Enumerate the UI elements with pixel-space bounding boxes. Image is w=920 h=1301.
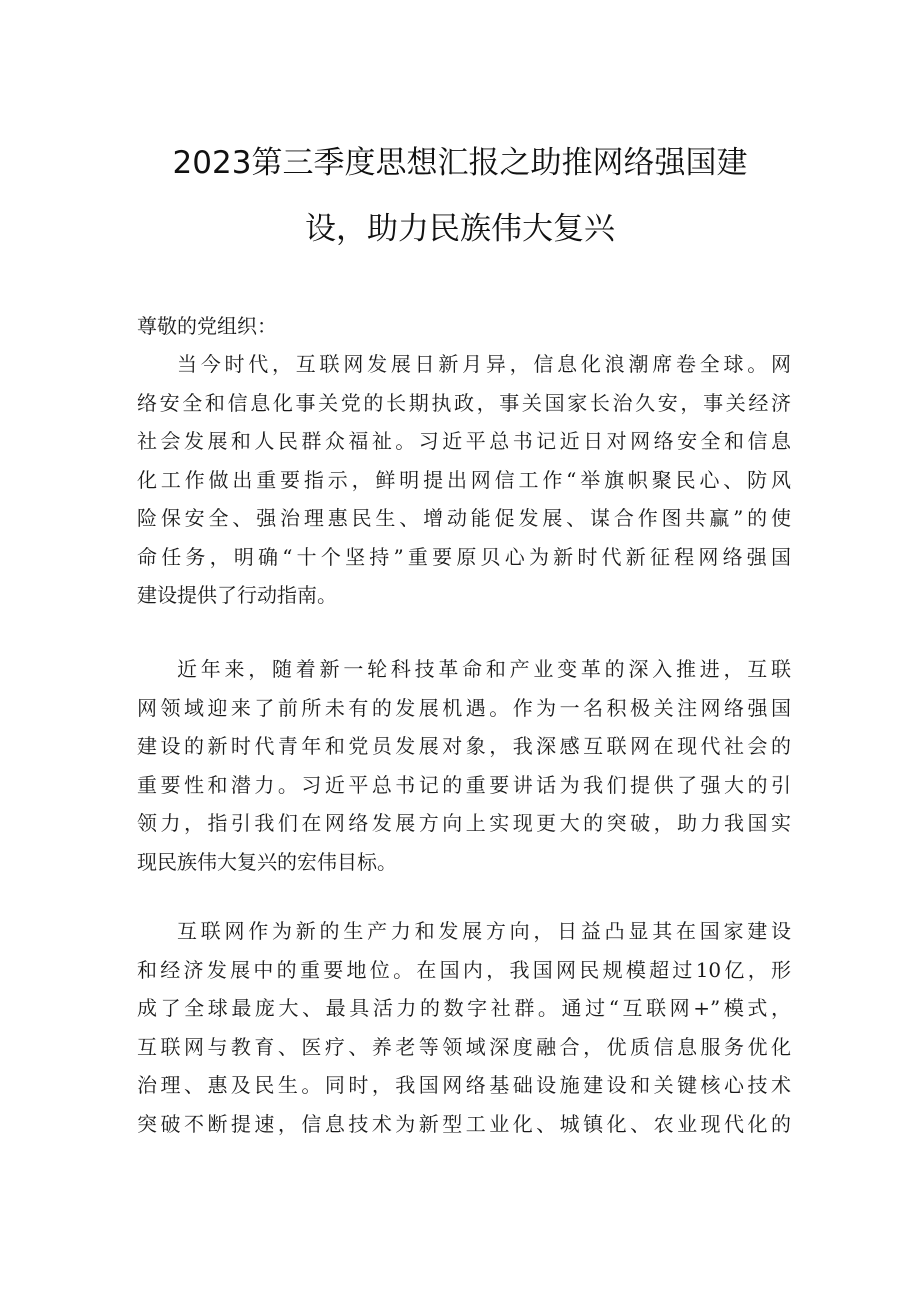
paragraph-1 — [137, 345, 791, 615]
paragraph-line: 网领域迎来了前所未有的发展机遇。作为一名积极关注网络强国 — [137, 695, 791, 720]
paragraph-line: 建设提供了行动指南。 — [137, 583, 337, 607]
paragraph-line: 络安全和信息化事关党的长期执政，事关国家长治久安，事关经济 — [137, 390, 791, 415]
salutation: 尊敬的党组织： — [137, 314, 277, 338]
paragraph-line: 当今时代，互联网发展日新月异，信息化浪潮席卷全球。网 — [177, 352, 791, 376]
paragraph-line: 现民族伟大复兴的宏伟目标。 — [137, 849, 397, 874]
paragraph-line: 化工作做出重要指示，鲜明提出网信工作“举旗帜聚民心、防风 — [137, 467, 791, 492]
paragraph-line: 互联网与教育、医疗、养老等领域深度融合，优质信息服务优化 — [137, 1034, 791, 1059]
paragraph-line: 险保安全、强治理惠民生、增动能促发展、谋合作图共赢”的使 — [137, 506, 791, 530]
paragraph-line: 突破不断提速，信息技术为新型工业化、城镇化、农业现代化的 — [137, 1111, 791, 1136]
paragraph-line: 互联网作为新的生产力和发展方向，日益凸显其在国家建设 — [177, 919, 791, 943]
document-title — [120, 130, 800, 262]
paragraph-2 — [137, 650, 791, 881]
paragraph-line: 建设的新时代青年和党员发展对象，我深感互联网在现代社会的 — [137, 734, 791, 758]
paragraph-line: 成了全球最庞大、最具活力的数字社群。通过“互联网+”模式， — [137, 996, 791, 1020]
title-line: 设，助力民族伟大复兴 — [305, 211, 615, 247]
paragraph-line: 重要性和潜力。习近平总书记的重要讲话为我们提供了强大的引 — [137, 772, 791, 797]
paragraph-line: 领力，指引我们在网络发展方向上实现更大的突破，助力我国实 — [137, 811, 791, 835]
paragraph-line: 命任务，明确“十个坚持”重要原贝心为新时代新征程网络强国 — [137, 544, 791, 569]
title-line: 2023第三季度思想汇报之助推网络强国建 — [172, 145, 748, 181]
paragraph-line: 治理、惠及民生。同时，我国网络基础设施建设和关键核心技术 — [137, 1073, 791, 1097]
paragraph-line: 社会发展和人民群众福祉。习近平总书记近日对网络安全和信息 — [137, 429, 791, 453]
paragraph-line: 近年来，随着新一轮科技革命和产业变革的深入推进，互联 — [177, 657, 791, 681]
paragraph-line: 和经济发展中的重要地位。在国内，我国网民规模超过10亿，形 — [137, 957, 791, 982]
paragraph-3 — [137, 912, 791, 1143]
